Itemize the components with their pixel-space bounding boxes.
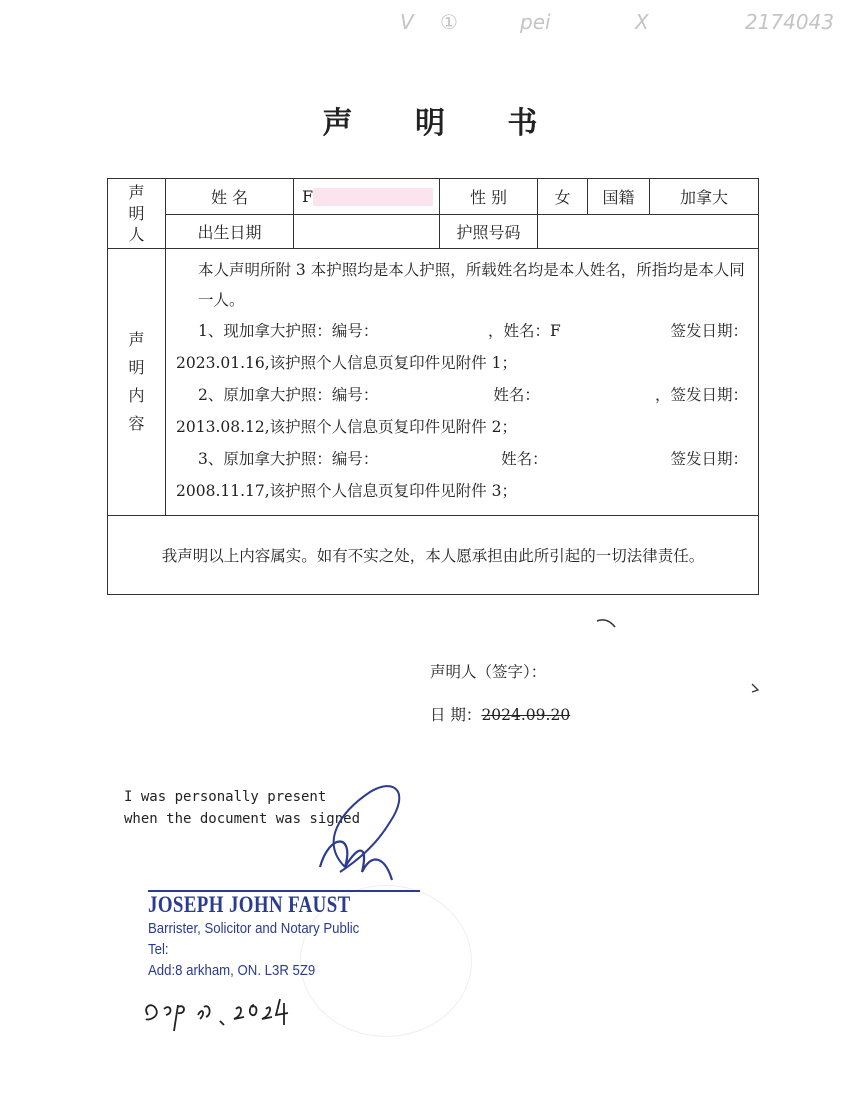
notary-name: JOSEPH JOHN FAUST	[148, 892, 351, 917]
content-header	[108, 249, 166, 516]
name-value: F	[294, 179, 440, 215]
item-date-label: 签发日期：	[670, 322, 748, 340]
content-intro: 本人声明所附 3 本护照均是本人护照，所载姓名均是本人姓名，所指均是本人同一人。	[198, 261, 745, 309]
gender-label: 性 别	[440, 179, 538, 215]
gender-value: 女	[538, 179, 588, 215]
item-2-detail: 2013.08.12,该护照个人信息页复印件见附件 2；	[176, 418, 517, 436]
annotation-mark: ①	[440, 10, 458, 34]
content-header-text	[108, 326, 165, 438]
notary-tel: Tel:	[148, 941, 169, 958]
vertical-char: 声	[128, 330, 145, 349]
item-label: 3、原加拿大护照：编号：	[198, 450, 379, 468]
passport-value	[538, 215, 759, 249]
nationality-label: 国籍	[588, 179, 650, 215]
vertical-char: 人	[128, 225, 145, 244]
signer-line	[430, 660, 546, 682]
item-date-label: 签发日期：	[670, 450, 748, 468]
item-name-label: ，姓名：F	[488, 322, 561, 340]
date-label: 日 期：	[430, 706, 482, 724]
declarant-header	[108, 179, 166, 249]
vertical-char: 明	[128, 358, 145, 377]
item-date-label: ，签发日期：	[654, 386, 748, 404]
vertical-char: 内	[128, 386, 145, 405]
pen-mark	[595, 615, 625, 635]
annotation-mark: V	[400, 10, 414, 34]
vertical-char: 明	[128, 204, 145, 223]
declaration-table	[107, 178, 759, 595]
notary-stamp	[148, 892, 395, 981]
item-3-line	[176, 443, 748, 475]
vertical-char: 容	[128, 414, 145, 433]
notary-signature	[300, 772, 420, 897]
handwritten-annotation	[395, 6, 855, 46]
item-label: 2、原加拿大护照：编号：	[198, 386, 379, 404]
item-3-detail: 2008.11.17,该护照个人信息页复印件见附件 3；	[176, 482, 517, 500]
pen-mark	[748, 680, 768, 696]
notary-title: Barrister, Solicitor and Notary Public	[148, 920, 360, 937]
content-body	[166, 249, 759, 516]
item-1-line	[176, 315, 748, 347]
item-1-detail: 2023.01.16,该护照个人信息页复印件见附件 1；	[176, 354, 517, 372]
handwritten-date	[140, 985, 290, 1035]
dob-value	[294, 215, 440, 249]
redaction	[313, 188, 433, 206]
attestation-line: I was personally present	[124, 789, 327, 805]
nationality-value: 加拿大	[650, 179, 759, 215]
item-name-label: 姓名：	[501, 450, 548, 468]
notary-address: Add:8 arkham, ON. L3R 5Z9	[148, 962, 316, 979]
vertical-char: 声	[128, 183, 145, 202]
declaration-statement: 我声明以上内容属实。如有不实之处，本人愿承担由此所引起的一切法律责任。	[108, 516, 759, 595]
name-label: 姓 名	[166, 179, 294, 215]
item-name-label: 姓名：	[493, 386, 540, 404]
declarant-header-text	[108, 182, 165, 245]
annotation-mark: X	[635, 10, 649, 34]
signer-label: 声明人（签字）：	[430, 663, 547, 681]
item-2-line	[176, 379, 748, 411]
dob-label: 出生日期	[166, 215, 294, 249]
document-title: 声 明 书	[322, 106, 564, 141]
annotation-mark: pei	[520, 10, 551, 34]
date-value: 2024.09.20	[481, 706, 571, 724]
passport-label: 护照号码	[440, 215, 538, 249]
date-line	[430, 703, 570, 725]
attestation-line: when the document was signed	[124, 811, 361, 827]
annotation-mark: 2174043	[745, 10, 835, 34]
item-label: 1、现加拿大护照：编号：	[198, 322, 379, 340]
